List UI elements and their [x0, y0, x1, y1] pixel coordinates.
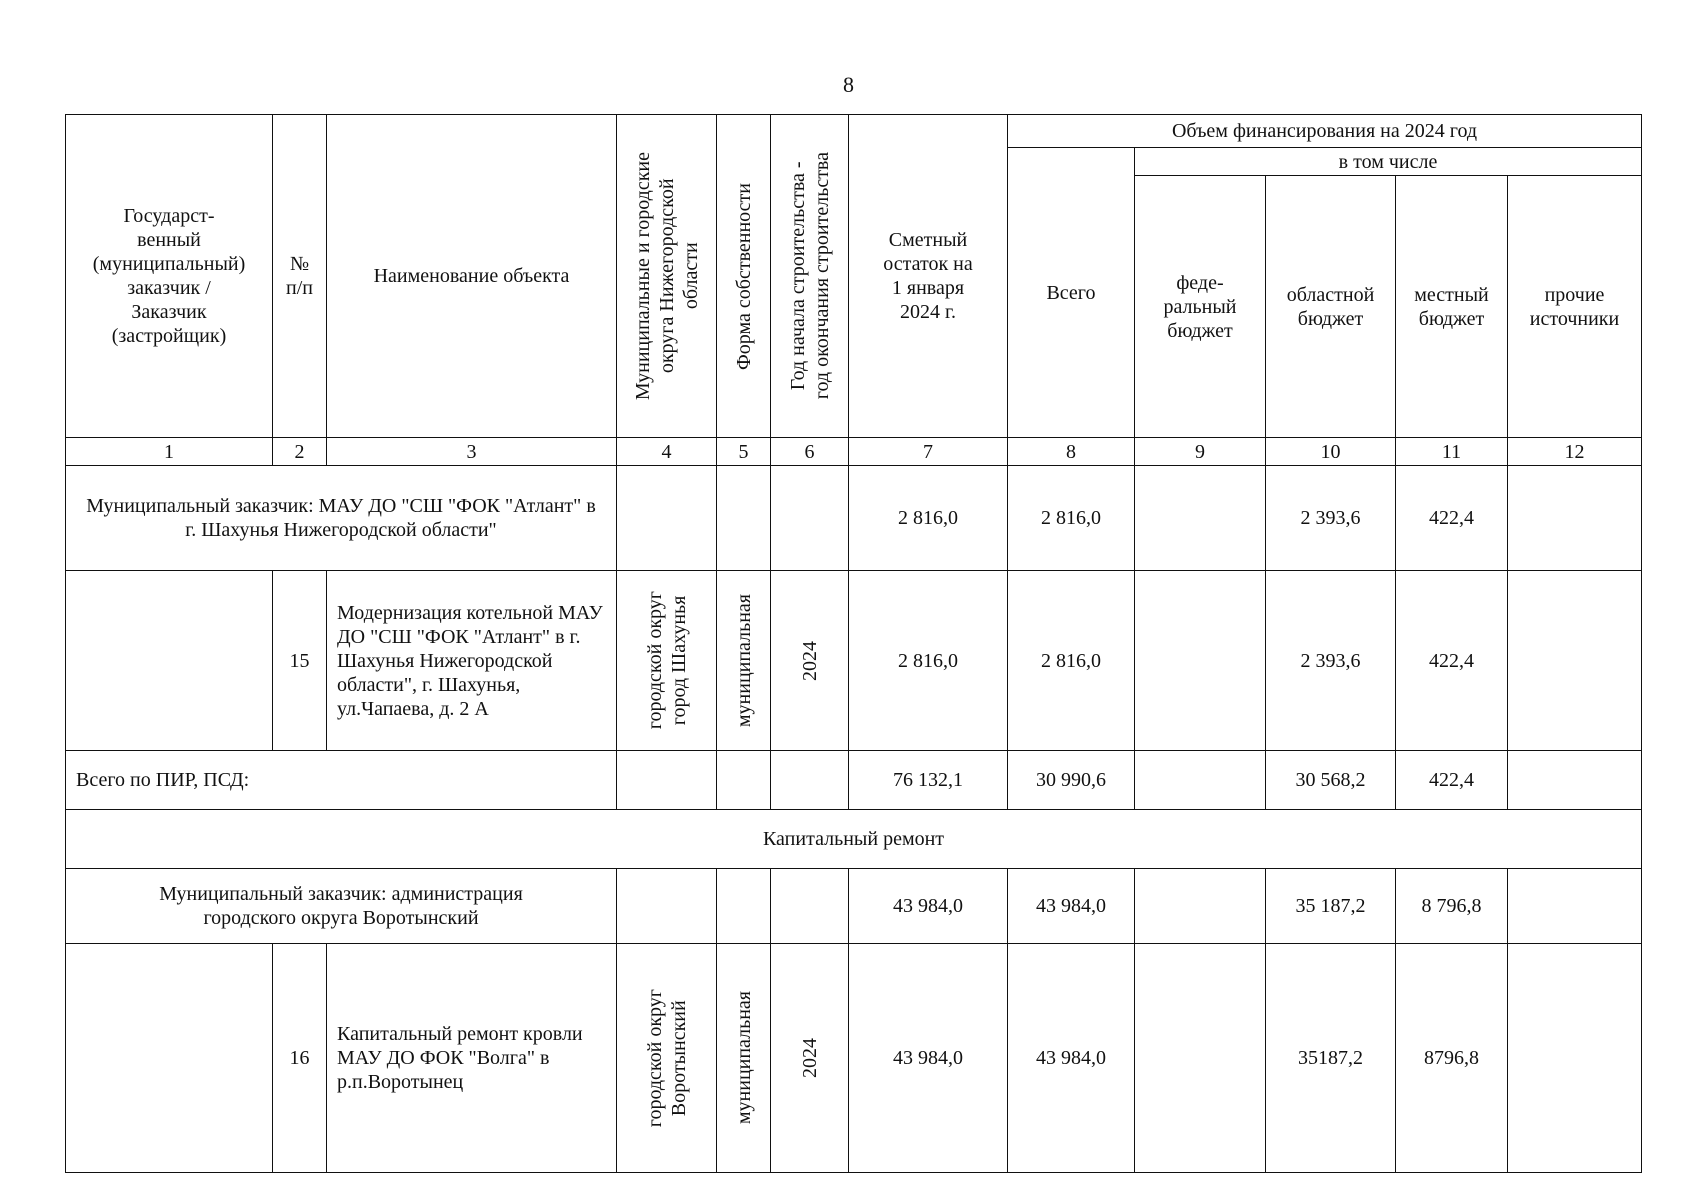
cell-federal — [1135, 571, 1266, 751]
cell-other — [1508, 751, 1642, 810]
header-num: № п/п — [273, 115, 327, 438]
customer-label: Муниципальный заказчик: администрация городского округа Воротынский — [66, 869, 617, 944]
cell-estimate: 76 132,1 — [849, 751, 1008, 810]
header-local: местный бюджет — [1396, 176, 1508, 438]
cell-federal — [1135, 751, 1266, 810]
column-number: 3 — [327, 438, 617, 466]
cell-federal — [1135, 466, 1266, 571]
header-object-name: Наименование объекта — [327, 115, 617, 438]
cell-total: 30 990,6 — [1008, 751, 1135, 810]
cell-object-name: Капитальный ремонт кровли МАУ ДО ФОК "Волга" в р.п.Воротынец — [327, 944, 617, 1173]
header-municipality: Муниципальные и городские округа Нижегородской области — [617, 115, 717, 438]
header-funding-group: Объем финансирования на 2024 год — [1008, 115, 1642, 148]
cell-municipality — [617, 751, 717, 810]
cell-customer — [66, 571, 273, 751]
cell-total: 2 816,0 — [1008, 571, 1135, 751]
cell-other — [1508, 944, 1642, 1173]
column-number: 7 — [849, 438, 1008, 466]
cell-municipality: городской округ Воротынский — [617, 944, 717, 1173]
financing-table — [65, 114, 1642, 1173]
cell-ownership — [717, 869, 771, 944]
cell-local: 8 796,8 — [1396, 869, 1508, 944]
cell-estimate: 43 984,0 — [849, 944, 1008, 1173]
cell-years: 2024 — [771, 571, 849, 751]
cell-object-name: Модернизация котельной МАУ ДО "СШ "ФОК "Атлант" в г. Шахунья Нижегородской области", г. Шахунья, ул.Чапаева, д. 2 А — [327, 571, 617, 751]
cell-total: 43 984,0 — [1008, 869, 1135, 944]
column-number: 2 — [273, 438, 327, 466]
section-title: Капитальный ремонт — [66, 810, 1642, 869]
cell-num: 16 — [273, 944, 327, 1173]
column-number: 4 — [617, 438, 717, 466]
header-estimate: Сметный остаток на 1 января 2024 г. — [849, 115, 1008, 438]
column-number: 10 — [1266, 438, 1396, 466]
cell-regional: 30 568,2 — [1266, 751, 1396, 810]
cell-other — [1508, 571, 1642, 751]
cell-municipality — [617, 869, 717, 944]
column-number: 12 — [1508, 438, 1642, 466]
header-customer: Государст- венный (муниципальный) заказчик / Заказчик (застройщик) — [66, 115, 273, 438]
total-label: Всего по ПИР, ПСД: — [66, 751, 617, 810]
cell-regional: 35 187,2 — [1266, 869, 1396, 944]
table-row-customer-2 — [66, 869, 1642, 944]
table-row-customer-1 — [66, 466, 1642, 571]
cell-regional: 35187,2 — [1266, 944, 1396, 1173]
header-total: Всего — [1008, 148, 1135, 438]
cell-federal — [1135, 869, 1266, 944]
column-number: 11 — [1396, 438, 1508, 466]
cell-num: 15 — [273, 571, 327, 751]
cell-years — [771, 751, 849, 810]
cell-federal — [1135, 944, 1266, 1173]
cell-years — [771, 466, 849, 571]
cell-regional: 2 393,6 — [1266, 571, 1396, 751]
cell-ownership: муниципальная — [717, 571, 771, 751]
page-number: 8 — [843, 72, 854, 97]
header-years: Год начала строительства - год окончания строительства — [771, 115, 849, 438]
cell-local: 422,4 — [1396, 751, 1508, 810]
cell-years — [771, 869, 849, 944]
column-number: 6 — [771, 438, 849, 466]
header-regional: областной бюджет — [1266, 176, 1396, 438]
cell-years: 2024 — [771, 944, 849, 1173]
column-numbers-row — [66, 438, 1642, 466]
table-row-item-15 — [66, 571, 1642, 751]
header-ownership: Форма собственности — [717, 115, 771, 438]
column-number: 8 — [1008, 438, 1135, 466]
cell-estimate: 2 816,0 — [849, 466, 1008, 571]
header-federal: феде- ральный бюджет — [1135, 176, 1266, 438]
cell-ownership — [717, 751, 771, 810]
header-including: в том числе — [1135, 148, 1642, 176]
cell-estimate: 43 984,0 — [849, 869, 1008, 944]
table-row-item-16 — [66, 944, 1642, 1173]
cell-municipality — [617, 466, 717, 571]
cell-ownership: муниципальная — [717, 944, 771, 1173]
column-number: 1 — [66, 438, 273, 466]
cell-local: 8796,8 — [1396, 944, 1508, 1173]
cell-total: 43 984,0 — [1008, 944, 1135, 1173]
cell-customer — [66, 944, 273, 1173]
table-row-section — [66, 810, 1642, 869]
cell-municipality: городской округ город Шахунья — [617, 571, 717, 751]
cell-regional: 2 393,6 — [1266, 466, 1396, 571]
cell-local: 422,4 — [1396, 571, 1508, 751]
cell-local: 422,4 — [1396, 466, 1508, 571]
cell-ownership — [717, 466, 771, 571]
header-other: прочие источники — [1508, 176, 1642, 438]
column-number: 9 — [1135, 438, 1266, 466]
cell-other — [1508, 869, 1642, 944]
cell-other — [1508, 466, 1642, 571]
customer-label: Муниципальный заказчик: МАУ ДО "СШ "ФОК "Атлант" в г. Шахунья Нижегородской области" — [66, 466, 617, 571]
column-number: 5 — [717, 438, 771, 466]
cell-total: 2 816,0 — [1008, 466, 1135, 571]
table-row-total-pir — [66, 751, 1642, 810]
cell-estimate: 2 816,0 — [849, 571, 1008, 751]
